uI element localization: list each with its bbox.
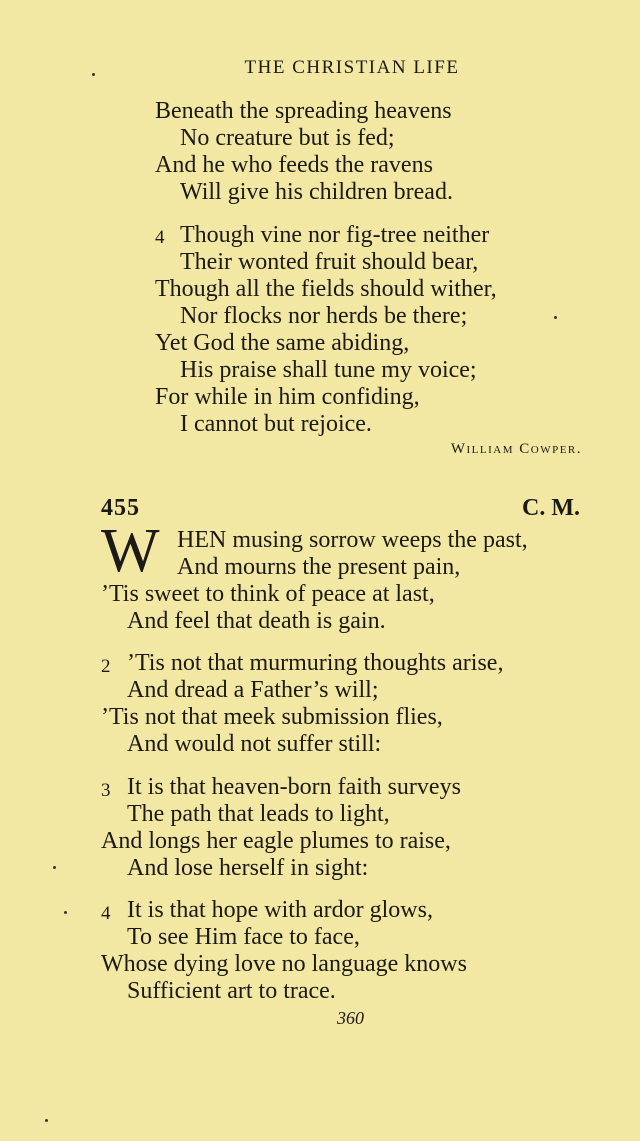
verse-line: Though all the fields should wither, — [155, 276, 497, 302]
verse-line: It is that heaven-born faith surveys — [127, 774, 461, 800]
verse-line: Whose dying love no language knows — [101, 951, 467, 977]
paper-speck — [45, 1119, 48, 1122]
verse-line: To see Him face to face, — [127, 924, 360, 950]
running-head: THE CHRISTIAN LIFE — [244, 57, 460, 78]
verse-line: And would not suffer still: — [127, 731, 382, 757]
paper-speck — [53, 866, 56, 869]
hymn-meter: C. M. — [522, 495, 580, 521]
author-attribution: William Cowper. — [450, 441, 582, 457]
verse-line: ’Tis not that meek submission flies, — [101, 704, 443, 730]
verse-line: Yet God the same abiding, — [155, 330, 410, 356]
verse-line: HEN musing sorrow weeps the past, — [177, 527, 528, 553]
verse-line: Beneath the spreading heavens — [155, 98, 452, 124]
verse-line: The path that leads to light, — [127, 801, 390, 827]
page-number: 360 — [337, 1008, 364, 1028]
verse-line: Sufficient art to trace. — [127, 978, 336, 1004]
verse-line: And longs her eagle plumes to raise, — [101, 828, 451, 854]
verse-line: And he who feeds the ravens — [155, 152, 433, 178]
verse-line: His praise shall tune my voice; — [180, 357, 477, 383]
stanza-number: 4 — [155, 227, 165, 248]
stanza-number: 3 — [101, 780, 111, 801]
verse-line: And feel that death is gain. — [127, 608, 386, 634]
stanza-number: 2 — [101, 656, 111, 677]
stanza-number: 4 — [101, 903, 111, 924]
hymn-number: 455 — [101, 495, 140, 521]
verse-line: Will give his children bread. — [180, 179, 453, 205]
verse-line: I cannot but rejoice. — [180, 411, 372, 437]
drop-cap: W — [101, 517, 160, 585]
verse-line: And lose herself in sight: — [127, 855, 369, 881]
paper-speck — [554, 316, 557, 319]
verse-line: Though vine nor fig-tree neither — [180, 222, 490, 248]
verse-line: Nor flocks nor herds be there; — [180, 303, 468, 329]
verse-line: For while in him confiding, — [155, 384, 420, 410]
verse-line: ’Tis sweet to think of peace at last, — [101, 581, 435, 607]
paper-speck — [64, 911, 67, 914]
verse-line: It is that hope with ardor glows, — [127, 897, 433, 923]
verse-line: Their wonted fruit should bear, — [180, 249, 479, 275]
verse-line: ’Tis not that murmuring thoughts arise, — [127, 650, 504, 676]
verse-line: And dread a Father’s will; — [127, 677, 379, 703]
verse-line: And mourns the present pain, — [177, 554, 461, 580]
verse-line: No creature but is fed; — [180, 125, 395, 151]
paper-speck — [92, 73, 95, 76]
